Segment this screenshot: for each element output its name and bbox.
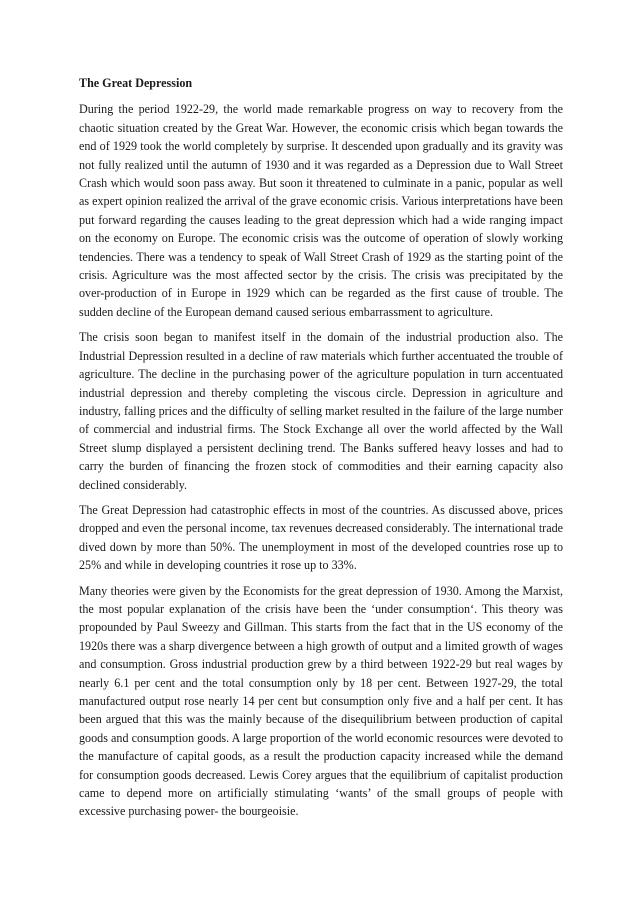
paragraph-4: Many theories were given by the Economists for the great depression of 1930. Among the Marxist, the most popular explanation of the crisis have been the ‘under consumption‘. This theory was propounded by Paul Sweezy and Gillman. This starts from the fact that in the US economy of the 1920s there was a sharp divergence between a high growth of output and a limited growth of wages and consumption. Gross industrial production grew by a third between 1922-29 but real wages by nearly 6.1 per cent and the total consumption only by 18 per cent. Between 1927-29, the total manufactured output rose nearly 14 per cent but consumption only five and a half per cent. It has been argued that this was the mainly because of the disequilibrium between production of capital goods and consumption goods. A large proportion of the world economic resources were devoted to the manufacture of capital goods, as a result the production capacity increased while the demand for consumption goods decreased. Lewis Corey argues that the equilibrium of capitalist production came to depend more on artificially stimulating ‘wants’ of the small groups of people with excessive purchasing power- the bourgeoisie. <box>79 583 563 819</box>
paragraph-3: The Great Depression had catastrophic effects in most of the countries. As discussed above, prices dropped and even the personal income, tax revenues decreased considerably. The international trade dived down by more than 50%. The unemployment in most of the developed countries rose up to 25% and while in developing countries it rose up to 33%. <box>79 502 563 573</box>
paragraph-1: During the period 1922-29, the world made remarkable progress on way to recovery from the chaotic situation created by the Great War. However, the economic crisis which began towards the end of 1929 took the world completely by surprise. It descended upon gradually and its gravity was not fully realized until the autumn of 1930 and it was regarded as a Depression due to Wall Street Crash which would soon pass away. But soon it threatened to culminate in a panic, popular as well as expert opinion realized the arrival of the grave economic crisis. Various interpretations have been put forward regarding the causes leading to the great depression which had a wide ranging impact on the economy on Europe. The economic crisis was the outcome of operation of slowly working tendencies. There was a tendency to speak of Wall Street Crash of 1929 as the starting point of the crisis. Agriculture was the most affected sector by the crisis. The crisis was precipitated by the over-production of in Europe in 1929 which can be regarded as the first cause of trouble. The sudden decline of the European demand caused serious embarrassment to agriculture. <box>79 102 563 319</box>
paragraph-2: The crisis soon began to manifest itself in the domain of the industrial production also. The Industrial Depression resulted in a decline of raw materials which further accentuated the trouble of agriculture. The decline in the purchasing power of the agriculture population in turn accentuated industrial depression and thereby completing the viscous circle. Depression in agriculture and industry, falling prices and the difficulty of selling market resulted in the failure of the large number of commercial and industrial firms. The Stock Exchange all over the world affected by the Wall Street slump displayed a persistent declining trend. The Banks suffered heavy losses and had to carry the burden of financing the frozen stock of commodities and their earning capacity also declined considerably. <box>79 330 563 492</box>
document-title: The Great Depression <box>79 76 193 90</box>
document-body <box>79 74 563 828</box>
